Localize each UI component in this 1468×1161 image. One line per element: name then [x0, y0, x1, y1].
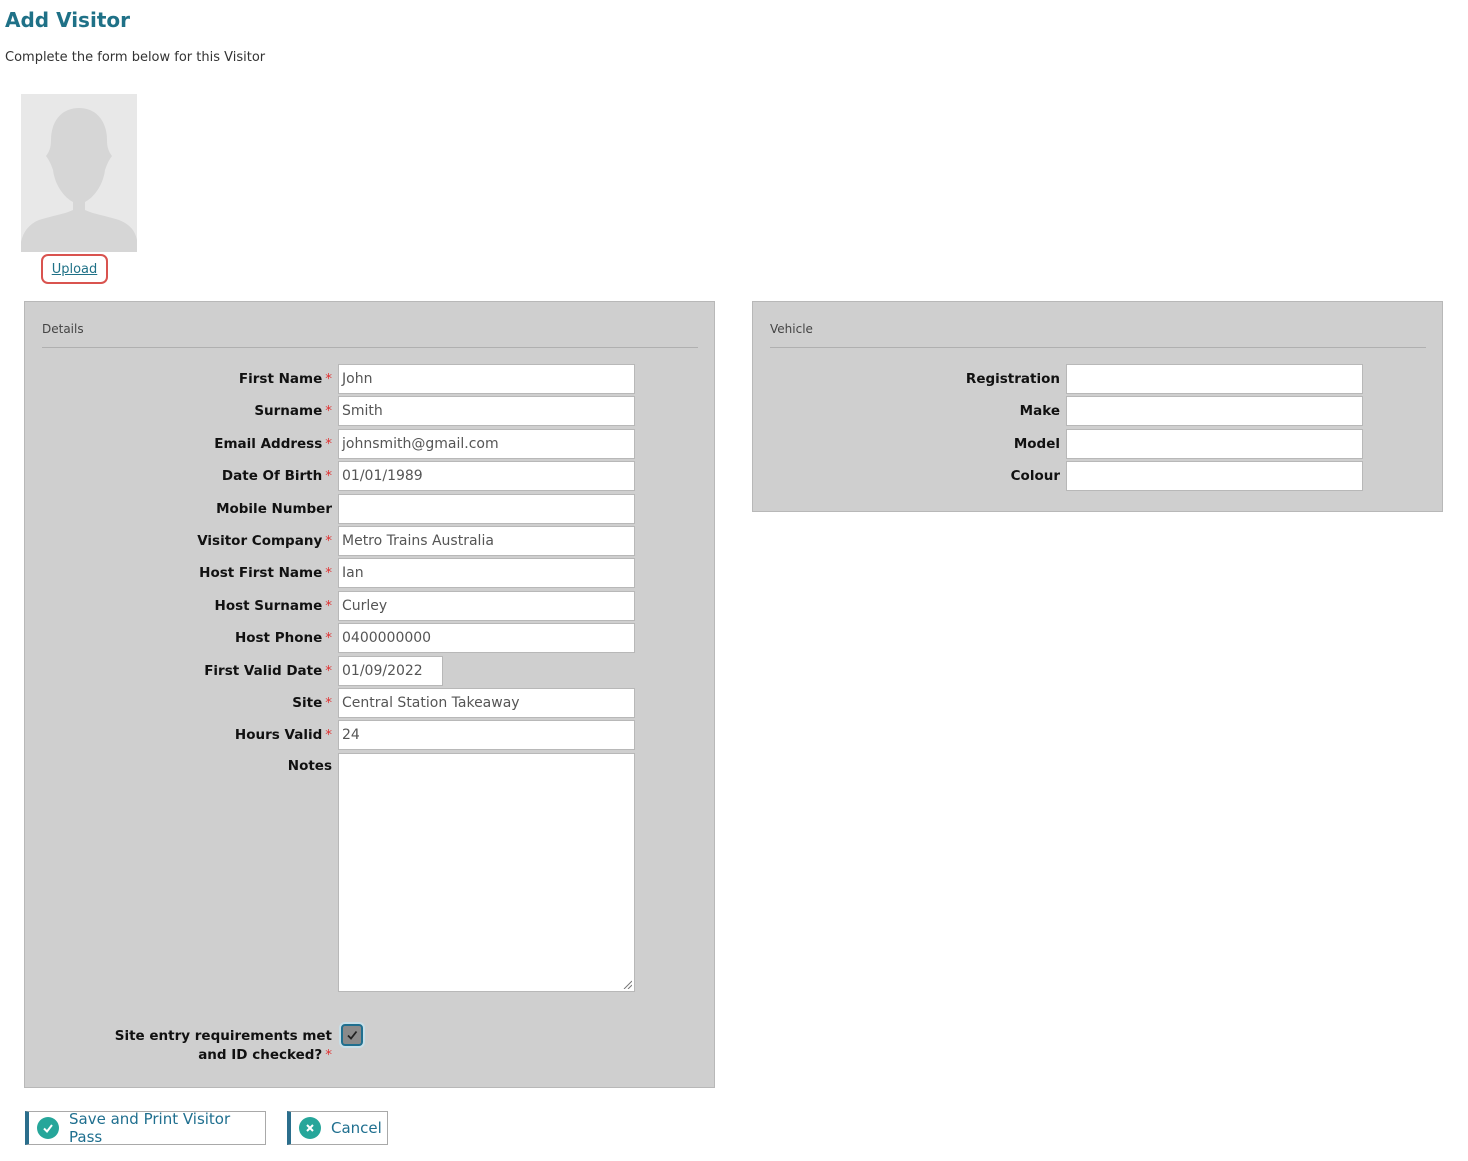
hours-valid-input[interactable]: 24 — [338, 720, 635, 750]
required-marker: * — [325, 371, 332, 387]
person-silhouette-icon — [21, 94, 137, 252]
save-print-button[interactable] — [25, 1111, 266, 1145]
required-marker: * — [325, 468, 332, 484]
model-label: Model — [1013, 436, 1060, 452]
required-marker: * — [325, 1047, 332, 1063]
notes-label: Notes — [287, 758, 332, 774]
mobile-number-input[interactable] — [338, 494, 635, 524]
email-address-input[interactable]: johnsmith@gmail.com — [338, 429, 635, 459]
required-marker: * — [325, 630, 332, 646]
visitor-company-input[interactable]: Metro Trains Australia — [338, 526, 635, 556]
vehicle-panel — [752, 301, 1443, 512]
date-of-birth-input[interactable]: 01/01/1989 — [338, 461, 635, 491]
notes-textarea[interactable] — [338, 753, 635, 992]
required-marker: * — [325, 403, 332, 419]
registration-input[interactable] — [1066, 364, 1363, 394]
site-entry-checkbox-label: Site entry requirements met and ID checked? * — [114, 1028, 332, 1063]
page-title: Add Visitor — [5, 8, 130, 32]
first-valid-date-input[interactable]: 01/09/2022 — [338, 656, 443, 686]
host-first-name-input[interactable]: Ian — [338, 558, 635, 588]
make-input[interactable] — [1066, 396, 1363, 426]
make-label: Make — [1019, 403, 1060, 419]
required-marker: * — [325, 598, 332, 614]
date-of-birth-label: Date Of Birth * — [221, 468, 332, 484]
first-name-label: First Name * — [238, 371, 332, 387]
required-marker: * — [325, 565, 332, 581]
host-surname-input[interactable]: Curley — [338, 591, 635, 621]
colour-input[interactable] — [1066, 461, 1363, 491]
host-surname-label: Host Surname * — [214, 598, 332, 614]
details-panel — [24, 301, 715, 1088]
first-valid-date-label: First Valid Date * — [204, 663, 332, 679]
check-circle-icon — [37, 1117, 59, 1139]
details-divider — [42, 347, 698, 348]
required-marker: * — [325, 436, 332, 452]
checkmark-icon — [346, 1029, 358, 1041]
required-marker: * — [325, 727, 332, 743]
surname-input[interactable]: Smith — [338, 396, 635, 426]
vehicle-legend: Vehicle — [770, 322, 813, 336]
cancel-button-label: Cancel — [331, 1119, 382, 1137]
model-input[interactable] — [1066, 429, 1363, 459]
visitor-company-label: Visitor Company * — [197, 533, 332, 549]
site-input[interactable]: Central Station Takeaway — [338, 688, 635, 718]
colour-label: Colour — [1010, 468, 1060, 484]
vehicle-divider — [770, 347, 1426, 348]
details-legend: Details — [42, 322, 84, 336]
x-circle-icon — [299, 1117, 321, 1139]
first-name-input[interactable]: John — [338, 364, 635, 394]
required-marker: * — [325, 663, 332, 679]
required-marker: * — [325, 695, 332, 711]
upload-link[interactable]: Upload — [51, 261, 98, 277]
registration-label: Registration — [965, 371, 1060, 387]
upload-highlight — [41, 254, 108, 284]
page-subtitle: Complete the form below for this Visitor — [5, 50, 266, 65]
host-first-name-label: Host First Name * — [199, 565, 332, 581]
mobile-number-label: Mobile Number — [216, 501, 332, 517]
cancel-button[interactable] — [287, 1111, 388, 1145]
site-label: Site * — [292, 695, 332, 711]
site-entry-checkbox[interactable] — [341, 1024, 363, 1046]
hours-valid-label: Hours Valid * — [234, 727, 332, 743]
resize-handle-icon[interactable] — [622, 979, 632, 989]
save-print-button-label: Save and Print Visitor Pass — [69, 1110, 231, 1146]
visitor-photo — [21, 94, 137, 252]
email-address-label: Email Address * — [214, 436, 332, 452]
required-marker: * — [325, 533, 332, 549]
host-phone-input[interactable]: 0400000000 — [338, 623, 635, 653]
surname-label: Surname * — [254, 403, 332, 419]
host-phone-label: Host Phone * — [234, 630, 332, 646]
